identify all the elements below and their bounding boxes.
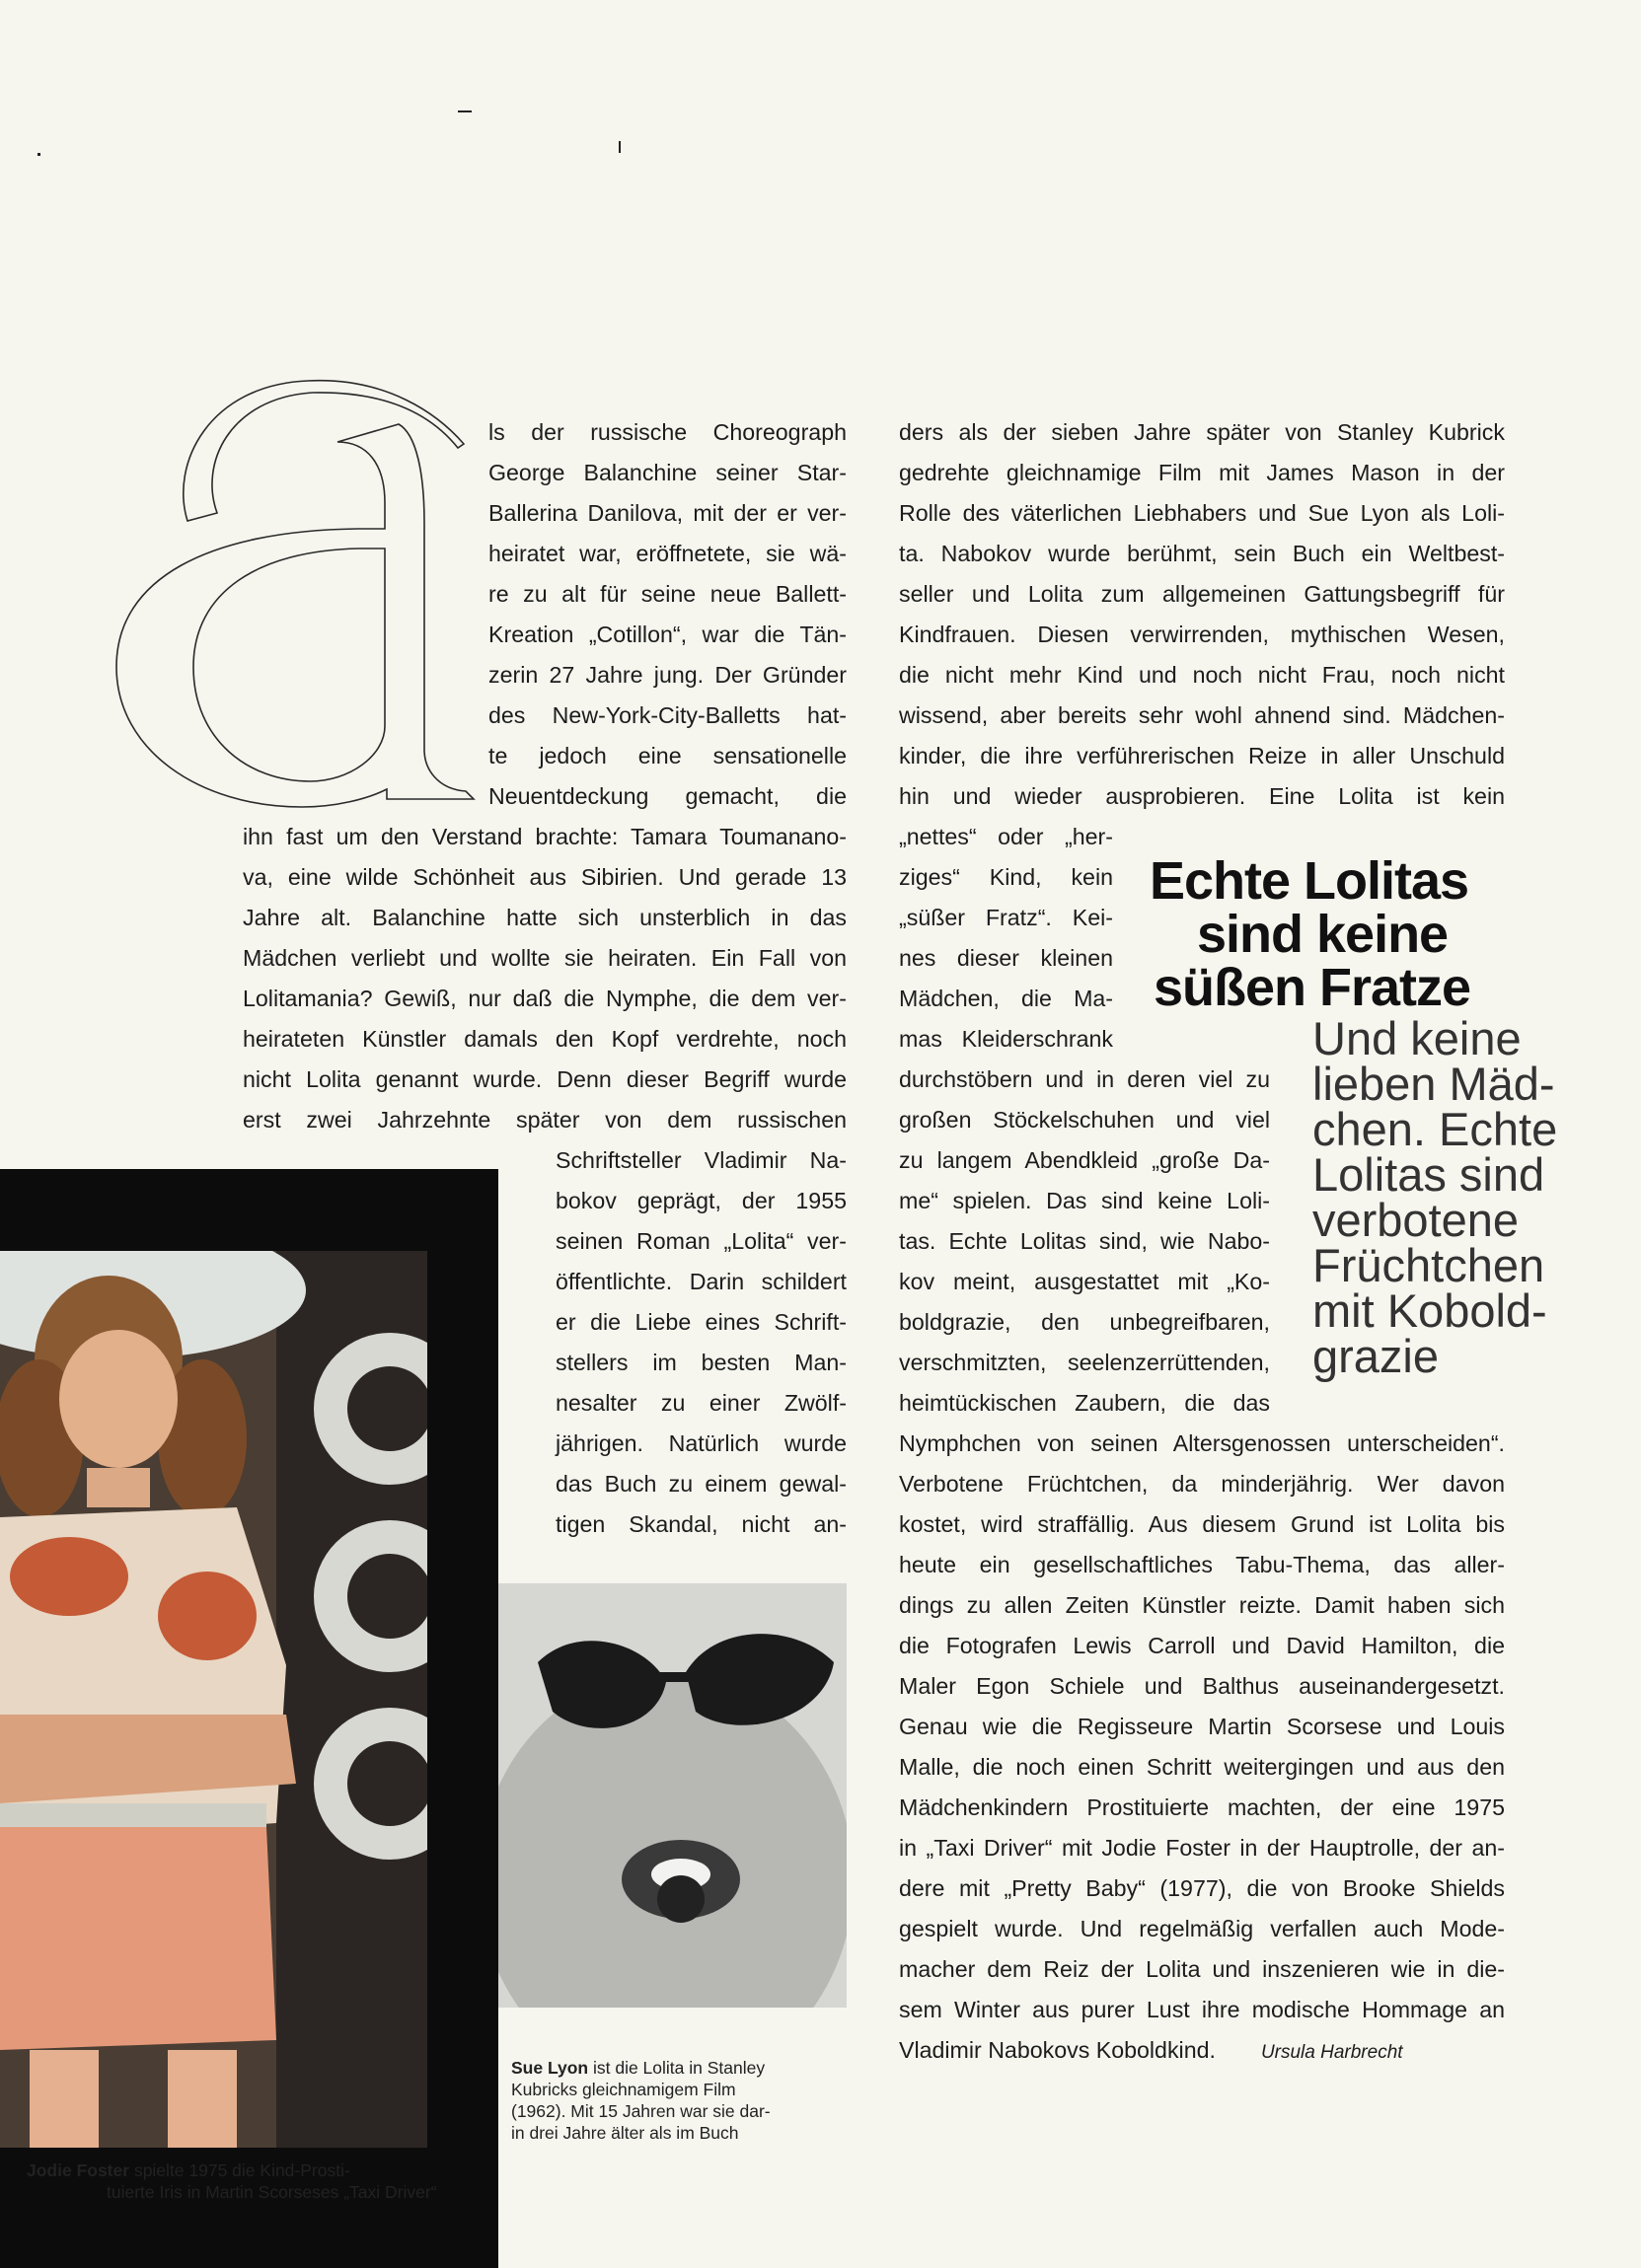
caption-text: ist die Lolita in Stanley xyxy=(592,2058,766,2078)
text-line: ders als der sieben Jahre später von Stanley Kubrick xyxy=(899,419,1505,445)
standfirst xyxy=(1312,1012,1608,1382)
standfirst-line: chen. Echte xyxy=(1312,1103,1558,1155)
text-line: nes dieser kleinen xyxy=(899,945,1113,971)
photo-sue-lyon xyxy=(498,1583,847,2008)
print-mark xyxy=(458,110,472,112)
text-line: Mädchen verliebt und wollte sie heiraten. Ein Fall von xyxy=(243,945,847,971)
text-line: die Fotografen Lewis Carroll und David Hamilton, die xyxy=(899,1633,1505,1658)
text-line: nicht Lolita genannt wurde. Denn dieser Begriff wurde xyxy=(243,1066,847,1092)
text-line: erst zwei Jahrzehnte später von dem russischen xyxy=(243,1107,847,1133)
text-line: Neuentdeckung gemacht, die xyxy=(488,783,847,809)
text-line: in „Taxi Driver“ mit Jodie Foster in der Hauptrolle, der an- xyxy=(899,1835,1505,1861)
text-line: ihn fast um den Verstand brachte: Tamara Toumananо- xyxy=(243,824,847,849)
text-line: Kreation „Cotillon“, war die Tän- xyxy=(488,622,847,647)
text-line: kinder, die ihre verführerischen Reize in aller Unschuld xyxy=(899,743,1505,768)
text-line: die nicht mehr Kind und noch nicht Frau, noch nicht xyxy=(899,662,1505,688)
headline-line: Echte Lolitas xyxy=(1150,851,1469,911)
text-line: durchstöbern und in deren viel zu xyxy=(899,1066,1270,1092)
standfirst-line: lieben Mäd- xyxy=(1312,1058,1555,1110)
text-line: er die Liebe eines Schrift- xyxy=(556,1309,847,1335)
text-line: jährigen. Natürlich wurde xyxy=(556,1430,847,1456)
text-line: re zu alt für seine neue Ballett- xyxy=(488,581,847,607)
text-line: Ballerina Danilova, mit der er ver- xyxy=(488,500,847,526)
text-line: boldgrazie, den unbegreifbaren, xyxy=(899,1309,1270,1335)
caption-name: Sue Lyon xyxy=(511,2058,589,2078)
text-line: „süßer Fratz“. Kei- xyxy=(899,905,1113,930)
standfirst-line: Und keine xyxy=(1312,1012,1522,1064)
photo-jodie-foster-illustration xyxy=(0,1251,427,2148)
text-line: gespielt wurde. Und regelmäßig verfallen auch Mode- xyxy=(899,1916,1505,1941)
text-line: heimtückischen Zaubern, die das xyxy=(899,1390,1270,1416)
text-line: macher dem Reiz der Lolita und inszenieren wie in die- xyxy=(899,1956,1505,1982)
text-line: zerin 27 Jahre jung. Der Gründer xyxy=(488,662,847,688)
text-line: seinen Roman „Lolita“ ver- xyxy=(556,1228,847,1254)
caption-text: in drei Jahre älter als im Buch xyxy=(511,2123,739,2143)
text-line: großen Stöckelschuhen und viel xyxy=(899,1107,1270,1133)
text-line: Jahre alt. Balanchine hatte sich unsterblich in das xyxy=(243,905,847,930)
text-line: verschmitzten, seelenzerrüttenden, xyxy=(899,1350,1270,1375)
text-line: Lolitamania? Gewiß, nur daß die Nymphe, die dem ver- xyxy=(243,986,847,1011)
standfirst-line: Lolitas sind xyxy=(1312,1148,1545,1201)
text-line: heirateten Künstler damals den Kopf verdrehte, noch xyxy=(243,1026,847,1052)
text-line: nesalter zu einer Zwölf- xyxy=(556,1390,847,1416)
text-line: sem Winter aus purer Lust ihre modische Hommage an xyxy=(899,1997,1505,2022)
standfirst-line: verbotene xyxy=(1312,1194,1520,1246)
photo-jodie-foster xyxy=(0,1251,427,2148)
text-line: Mädchenkindern Prostituierte machten, der eine 1975 xyxy=(899,1794,1505,1820)
text-line: heute ein gesellschaftliches Tabu-Thema, das aller- xyxy=(899,1552,1505,1577)
text-line: Verbotene Früchtchen, da minderjährig. Wer davon xyxy=(899,1471,1505,1497)
text-line: ls der russische Choreograph xyxy=(488,419,847,445)
standfirst-line: mit Kobold- xyxy=(1312,1284,1547,1337)
caption-text: Kubricks gleichnamigem Film xyxy=(511,2080,736,2099)
text-line: wissend, aber bereits sehr wohl ahnend sind. Mädchen- xyxy=(899,702,1505,728)
text-line: gedrehte gleichnamige Film mit James Mason in der xyxy=(899,460,1505,485)
text-line: des New-York-City-Balletts hat- xyxy=(488,702,847,728)
standfirst-line: Früchtchen xyxy=(1312,1239,1545,1291)
text-line: ziges“ Kind, kein xyxy=(899,864,1113,890)
text-line: Vladimir Nabokovs Koboldkind. xyxy=(899,2037,1216,2063)
caption-jodie-foster xyxy=(27,2159,441,2203)
text-line: bokov geprägt, der 1955 xyxy=(556,1188,847,1213)
caption-text: (1962). Mit 15 Jahren war sie dar- xyxy=(511,2101,771,2121)
text-line: tas. Echte Lolitas sind, wie Nabo- xyxy=(899,1228,1270,1254)
text-line: stellers im besten Man- xyxy=(556,1350,847,1375)
text-line: Nymphchen von seinen Altersgenossen unterscheiden“. xyxy=(899,1430,1505,1456)
text-line: zu langem Abendkleid „große Da- xyxy=(899,1147,1270,1173)
text-line: heiratet war, eröffnetete, sie wä- xyxy=(488,541,847,566)
standfirst-line: grazie xyxy=(1312,1330,1440,1382)
caption-text: spielte 1975 die Kind-Prosti- xyxy=(133,2160,350,2180)
text-line: Kindfrauen. Diesen verwirrenden, mythischen Wesen, xyxy=(899,622,1505,647)
text-line: va, eine wilde Schönheit aus Sibirien. Und gerade 13 xyxy=(243,864,847,890)
text-line: hin und wieder ausprobieren. Eine Lolita ist kein xyxy=(899,783,1505,809)
text-line: kostet, wird straffällig. Aus diesem Grund ist Lolita bis xyxy=(899,1511,1505,1537)
author-signature: Ursula Harbrecht xyxy=(1260,2042,1403,2063)
text-line: Mädchen, die Ma- xyxy=(899,986,1113,1011)
text-line: kov meint, ausgestattet mit „Ko- xyxy=(899,1269,1270,1294)
photo-sue-lyon-illustration xyxy=(498,1583,847,2008)
text-line: me“ spielen. Das sind keine Loli- xyxy=(899,1188,1270,1213)
text-line: te jedoch eine sensationelle xyxy=(488,743,847,768)
text-line: Genau wie die Regisseure Martin Scorsese und Louis xyxy=(899,1714,1505,1739)
caption-name: Jodie Foster xyxy=(27,2160,130,2180)
headline-line: sind keine xyxy=(1197,905,1449,964)
headline-line: süßen Fratze xyxy=(1154,958,1471,1017)
text-line: das Buch zu einem gewal- xyxy=(556,1471,847,1497)
caption-sue-lyon xyxy=(511,2057,847,2144)
text-line: öffentlichte. Darin schildert xyxy=(556,1269,847,1294)
text-line: Maler Egon Schiele und Balthus auseinandergesetzt. xyxy=(899,1673,1505,1699)
text-line: dere mit „Pretty Baby“ (1977), die von Brooke Shields xyxy=(899,1875,1505,1901)
print-mark xyxy=(37,153,40,156)
dropcap-letter-a xyxy=(91,355,485,809)
text-line: Schriftsteller Vladimir Na- xyxy=(556,1147,847,1173)
text-line: George Balanchine seiner Star- xyxy=(488,460,847,485)
text-line: Rolle des väterlichen Liebhabers und Sue Lyon als Loli- xyxy=(899,500,1505,526)
text-line: dings zu allen Zeiten Künstler reizte. Damit haben sich xyxy=(899,1592,1505,1618)
headline xyxy=(1150,851,1604,1017)
text-line: seller und Lolita zum allgemeinen Gattungsbegriff für xyxy=(899,581,1505,607)
text-line: „nettes“ oder „her- xyxy=(899,824,1113,849)
text-line: tigen Skandal, nicht an- xyxy=(556,1511,847,1537)
text-line: mas Kleiderschrank xyxy=(899,1026,1113,1052)
caption-sue-line-1 xyxy=(511,2058,765,2078)
text-line: Malle, die noch einen Schritt weitergingen und aus den xyxy=(899,1754,1505,1780)
text-line: ta. Nabokov wurde berühmt, sein Buch ein Weltbest- xyxy=(899,541,1505,566)
print-mark xyxy=(619,141,621,153)
text-line-last xyxy=(899,2030,1403,2074)
caption-jodie-line-1 xyxy=(27,2160,350,2180)
caption-text: tuierte Iris in Martin Scorseses „Taxi Driver“ xyxy=(107,2182,437,2202)
